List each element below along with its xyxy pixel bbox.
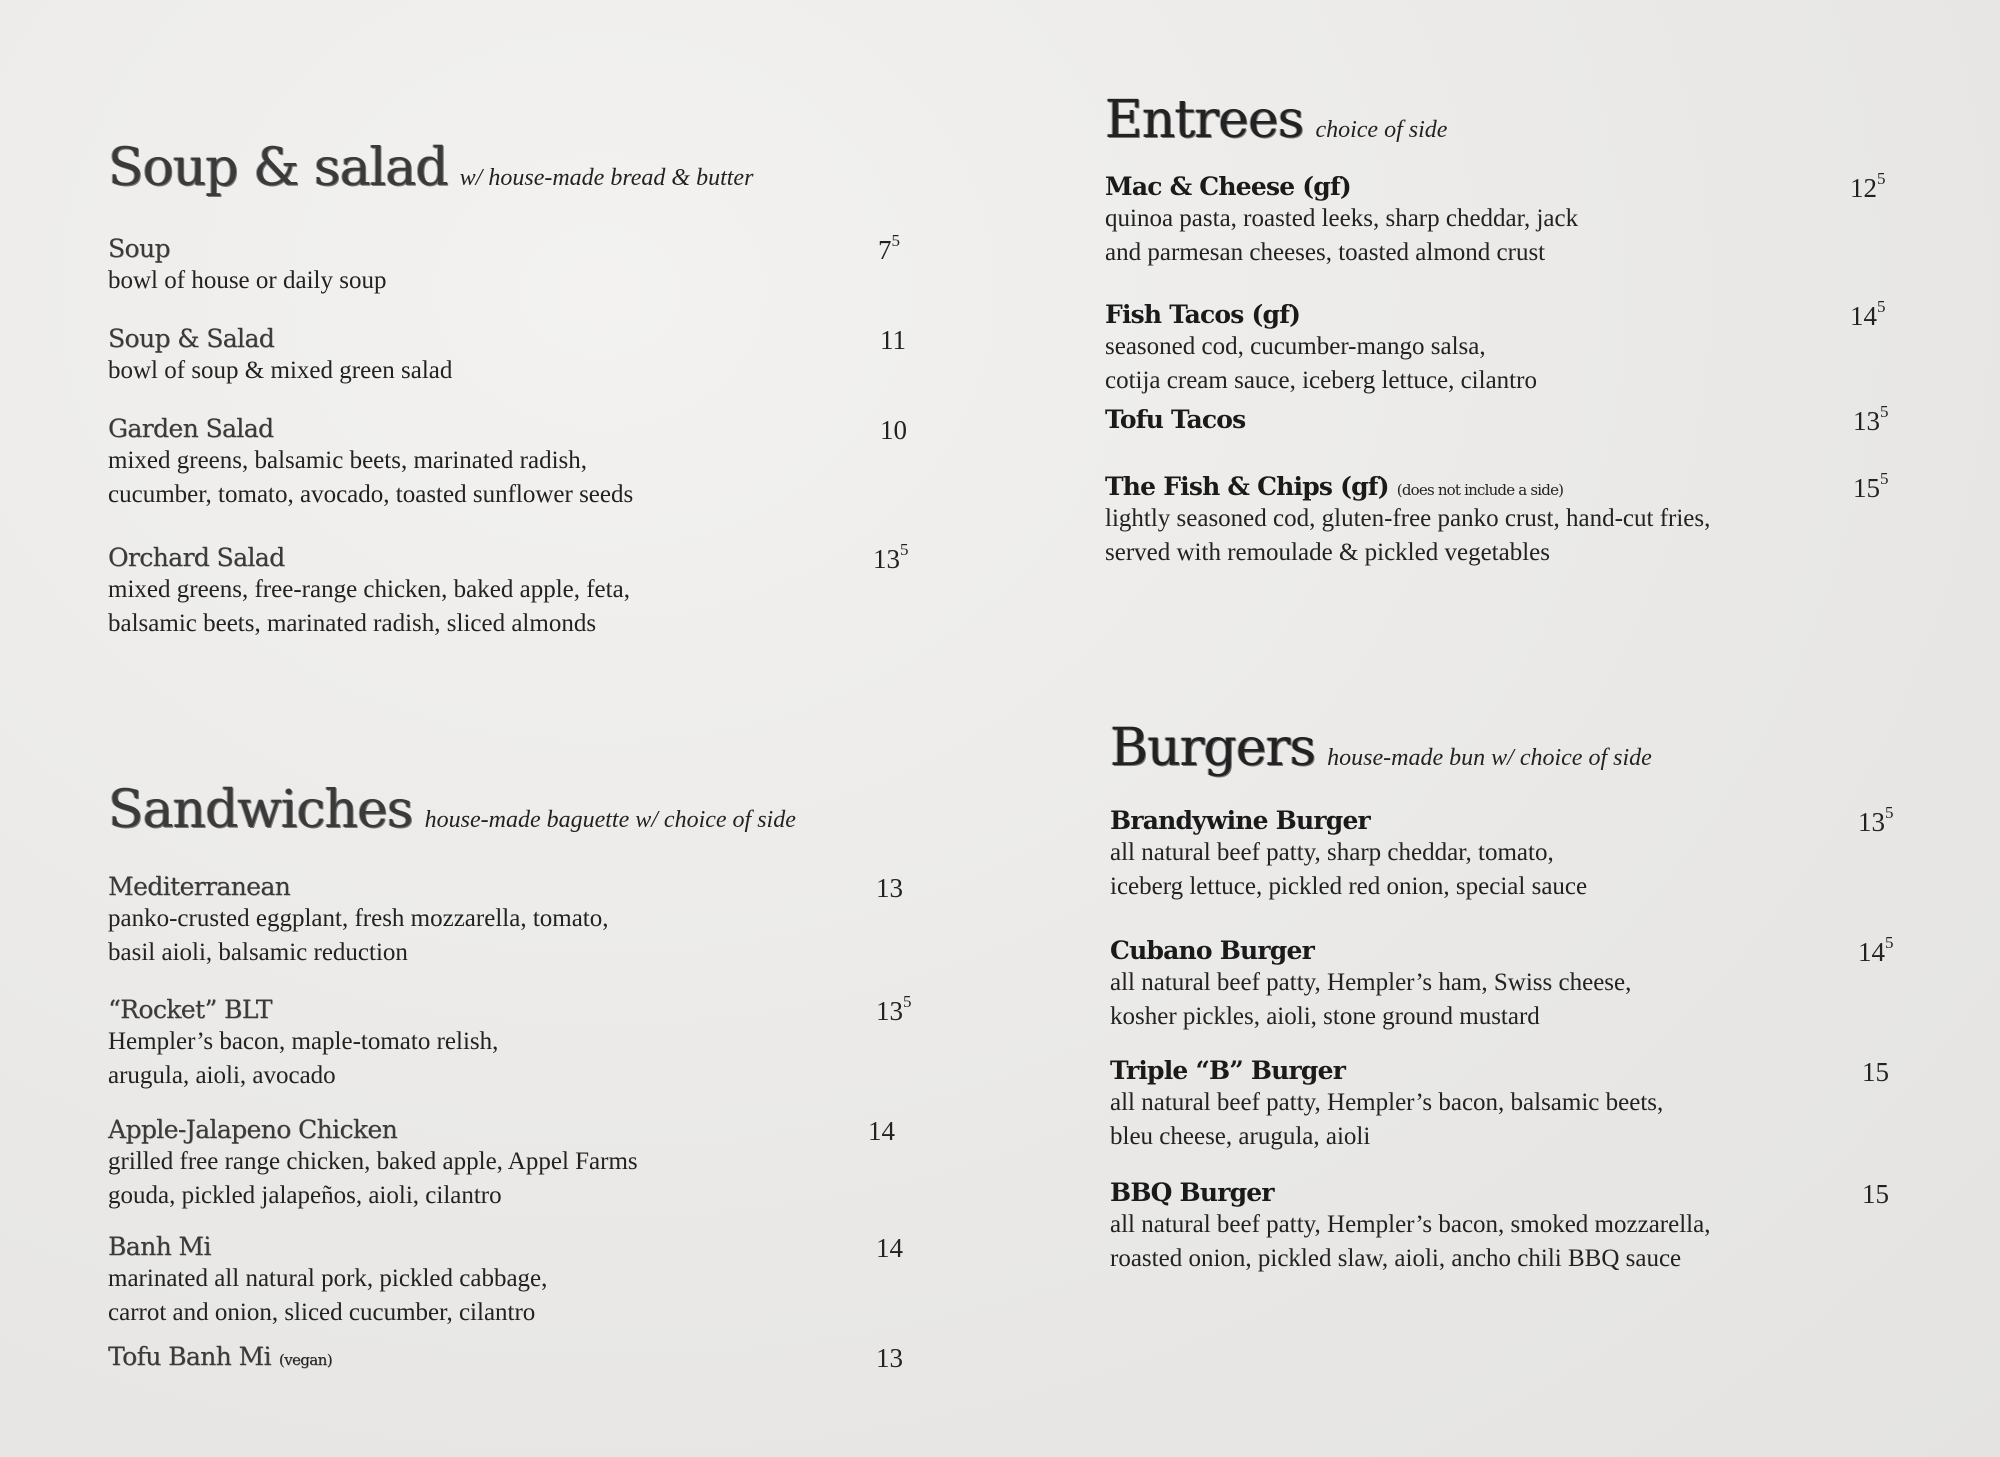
item-desc: all natural beef patty, Hempler’s bacon, balsamic beets, <box>1110 1089 1664 1116</box>
item-name: Tofu Banh Mi (vegan) <box>108 1342 332 1371</box>
menu-item <box>108 1342 908 1371</box>
item-desc: grilled free range chicken, baked apple, Appel Farms <box>108 1148 638 1175</box>
item-note: (does not include a side) <box>1396 481 1564 499</box>
item-price: $13^5$ <box>873 540 909 574</box>
item-desc: gouda, pickled jalapeños, aioli, cilantro <box>108 1182 502 1209</box>
item-desc: bleu cheese, arugula, aioli <box>1110 1123 1371 1150</box>
item-desc: mixed greens, free-range chicken, baked apple, feta, <box>108 576 630 603</box>
item-price: 13 <box>876 873 903 903</box>
item-price: 10 <box>880 415 907 445</box>
item-name: The Fish & Chips (gf) (does not include a side) <box>1105 472 1564 501</box>
section-title: Burgers <box>1110 718 1316 778</box>
item-note: (vegan) <box>278 1351 332 1369</box>
item-desc: bowl of house or daily soup <box>108 267 387 294</box>
section-title: Soup & salad <box>108 138 448 198</box>
item-price: 15 <box>1862 1057 1889 1087</box>
section-subtitle: choice of side <box>1315 117 1448 143</box>
item-name: Garden Salad <box>108 414 274 443</box>
item-desc: panko-crusted eggplant, fresh mozzarella, tomato, <box>108 905 609 932</box>
item-name: Fish Tacos (gf) <box>1105 300 1301 329</box>
section-header <box>1110 718 1652 778</box>
item-price: 14 <box>868 1116 895 1146</box>
item-price: $14^5$ <box>1858 933 1894 967</box>
item-name: Triple “B” Burger <box>1110 1056 1346 1085</box>
item-desc: iceberg lettuce, pickled red onion, special sauce <box>1110 873 1588 900</box>
section-entrees <box>1105 90 1975 570</box>
item-desc: arugula, aioli, avocado <box>108 1062 336 1089</box>
item-desc: cotija cream sauce, iceberg lettuce, cilantro <box>1105 367 1537 394</box>
menu-item <box>1110 1056 1970 1153</box>
item-name: Apple-Jalapeno Chicken <box>108 1115 398 1144</box>
menu-item <box>108 872 908 969</box>
menu-item <box>108 540 909 640</box>
section-header <box>1105 90 1447 150</box>
menu-item <box>108 414 908 511</box>
item-price: $12^5$ <box>1850 169 1886 203</box>
item-price: $7^5$ <box>878 231 900 265</box>
menu-item <box>1105 469 1965 569</box>
item-price: $13^5$ <box>1853 402 1889 436</box>
menu-item <box>108 1232 908 1329</box>
section-soup-salad <box>108 138 928 658</box>
item-desc: and parmesan cheeses, toasted almond crust <box>1105 239 1546 266</box>
item-name: “Rocket” BLT <box>108 995 272 1024</box>
item-desc: all natural beef patty, Hempler’s ham, Swiss cheese, <box>1110 969 1632 996</box>
item-price: $14^5$ <box>1850 297 1886 331</box>
item-desc: marinated all natural pork, pickled cabbage, <box>108 1265 548 1292</box>
item-price: $13^5$ <box>876 992 912 1026</box>
item-desc: lightly seasoned cod, gluten-free panko crust, hand-cut fries, <box>1105 505 1711 532</box>
item-desc: Hempler’s bacon, maple-tomato relish, <box>108 1028 499 1055</box>
item-desc: served with remoulade & pickled vegetables <box>1105 539 1550 566</box>
menu-item <box>1110 1178 1970 1275</box>
item-desc: quinoa pasta, roasted leeks, sharp cheddar, jack <box>1105 205 1579 232</box>
section-sandwiches <box>108 780 928 1400</box>
section-subtitle: house-made bun w/ choice of side <box>1327 745 1652 771</box>
item-price: 13 <box>876 1343 903 1373</box>
item-name: Banh Mi <box>108 1232 211 1261</box>
section-title: Entrees <box>1105 90 1304 150</box>
section-subtitle: w/ house-made bread & butter <box>459 165 754 191</box>
item-name: Soup & Salad <box>108 324 275 353</box>
item-name: Mac & Cheese (gf) <box>1105 172 1351 201</box>
menu-item <box>1105 297 1965 397</box>
item-price: 15 <box>1862 1179 1889 1209</box>
item-desc: balsamic beets, marinated radish, sliced almonds <box>108 610 597 637</box>
item-name: Mediterranean <box>108 872 291 901</box>
item-name: Tofu Tacos <box>1105 405 1246 434</box>
menu-item <box>1105 402 1965 436</box>
section-header <box>108 780 796 840</box>
item-price: $15^5$ <box>1853 469 1889 503</box>
item-desc: bowl of soup & mixed green salad <box>108 357 453 384</box>
menu-item <box>108 324 908 387</box>
section-header <box>108 138 753 198</box>
item-desc: all natural beef patty, sharp cheddar, tomato, <box>1110 839 1554 866</box>
section-title: Sandwiches <box>108 780 413 840</box>
item-desc: seasoned cod, cucumber-mango salsa, <box>1105 333 1486 360</box>
item-name: Orchard Salad <box>108 543 285 572</box>
item-desc: carrot and onion, sliced cucumber, cilantro <box>108 1299 536 1326</box>
menu-item <box>1110 933 1970 1033</box>
item-name: Cubano Burger <box>1110 936 1314 965</box>
item-name: BBQ Burger <box>1110 1178 1274 1207</box>
item-desc: roasted onion, pickled slaw, aioli, ancho chili BBQ sauce <box>1110 1245 1682 1272</box>
menu-item <box>108 1115 908 1212</box>
menu-item <box>108 231 908 297</box>
menu-item <box>1105 169 1965 269</box>
item-price: 11 <box>880 325 906 355</box>
section-burgers <box>1110 718 1980 1278</box>
section-subtitle: house-made baguette w/ choice of side <box>424 807 796 833</box>
item-name: Soup <box>108 234 170 263</box>
item-desc: mixed greens, balsamic beets, marinated radish, <box>108 447 588 474</box>
item-name: Brandywine Burger <box>1110 806 1370 835</box>
item-price: 14 <box>876 1233 903 1263</box>
item-price: $13^5$ <box>1858 803 1894 837</box>
item-desc: all natural beef patty, Hempler’s bacon, smoked mozzarella, <box>1110 1211 1711 1238</box>
menu-item <box>1110 803 1970 903</box>
menu-item <box>108 992 912 1092</box>
item-desc: basil aioli, balsamic reduction <box>108 939 408 966</box>
item-desc: kosher pickles, aioli, stone ground mustard <box>1110 1003 1540 1030</box>
item-desc: cucumber, tomato, avocado, toasted sunflower seeds <box>108 481 634 508</box>
